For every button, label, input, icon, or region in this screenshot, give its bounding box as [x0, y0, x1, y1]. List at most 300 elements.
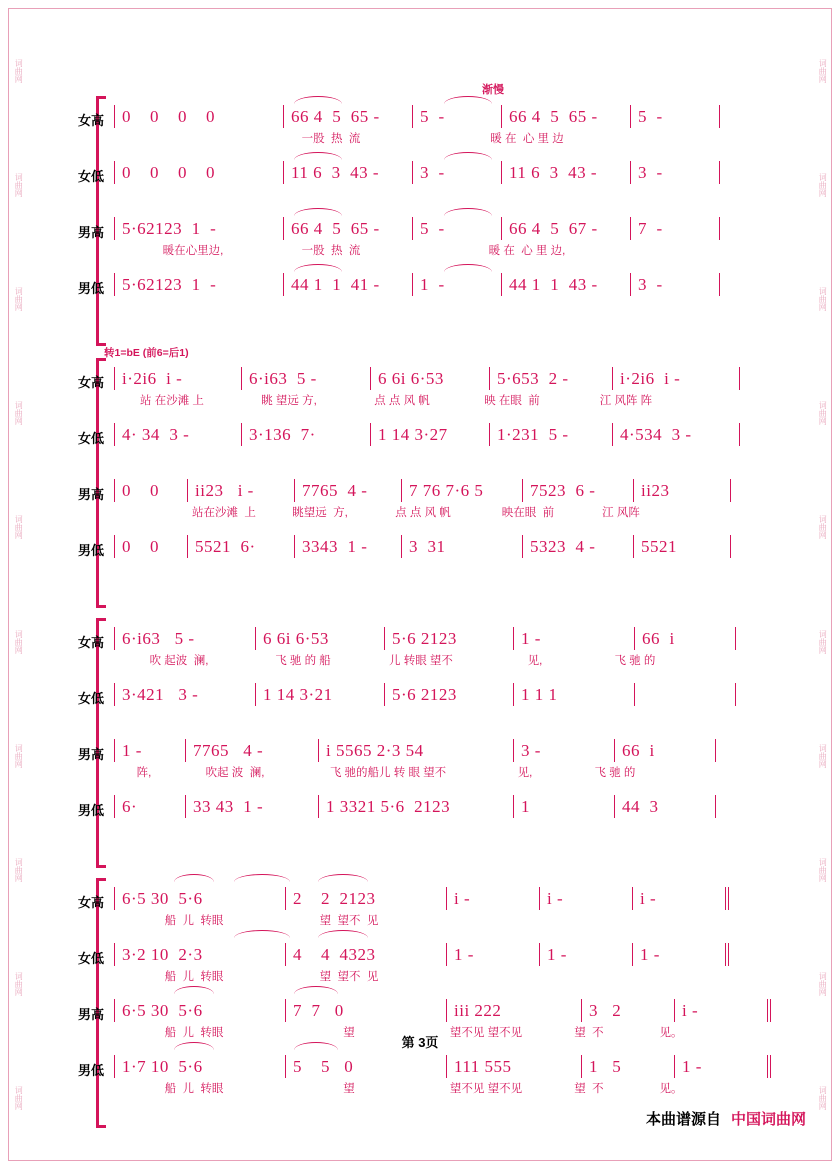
part-label-tenor: 男高 [77, 487, 104, 502]
measure [514, 795, 615, 818]
measure [286, 943, 447, 966]
note-row [114, 618, 774, 650]
watermark-text: 词曲网 [14, 287, 24, 312]
watermark-column-left [10, 14, 26, 1155]
part-label-soprano: 女高 [77, 375, 104, 390]
note-group: 11 6 3 43 - [291, 163, 380, 182]
note-group: i - [547, 889, 564, 908]
measure [582, 999, 675, 1022]
measure [540, 887, 633, 910]
measure [634, 479, 731, 502]
note-group: 1 14 3·27 [378, 425, 448, 444]
measure [490, 367, 613, 390]
lyric: 吹起 波 澜, [205, 767, 265, 779]
measure [413, 105, 502, 128]
watermark-text: 词曲网 [14, 1085, 24, 1110]
measure [490, 423, 613, 446]
staff-alto [74, 414, 774, 470]
measure [413, 217, 502, 240]
note-group: 44 3 [622, 797, 659, 816]
note-group: 1 - [454, 945, 474, 964]
note-group: 5·6 2123 [392, 629, 457, 648]
measure [631, 161, 720, 184]
lyric-row [114, 128, 774, 148]
staff-alto [74, 934, 774, 990]
lyric: 暖 在 心 里 边 [490, 133, 564, 145]
measure [114, 683, 256, 706]
staff-body [114, 526, 774, 582]
note-group: 1 - [547, 945, 567, 964]
note-group: 66 4 5 65 - [291, 107, 380, 126]
note-group: 3 31 [409, 537, 446, 556]
lyric [506, 968, 588, 986]
lyric: 点 点 风 帆 [395, 507, 451, 519]
measure [447, 887, 540, 910]
staff-body [114, 470, 774, 526]
note-row [114, 990, 774, 1022]
note-group: 11 6 3 43 - [509, 163, 598, 182]
staff-body [114, 674, 774, 730]
note-group: ii23 i - [195, 481, 254, 500]
measure [114, 739, 186, 762]
note-group: i·2i6 i - [122, 369, 183, 388]
lyric: 映 在眼 前 [484, 395, 540, 407]
lyric: 见, [517, 767, 533, 779]
measure [284, 161, 413, 184]
lyric [586, 130, 664, 148]
measure [634, 535, 731, 558]
measure [114, 887, 286, 910]
note-group: 5 5 0 [293, 1057, 354, 1076]
staff-body [114, 618, 774, 674]
note-group: 6·i63 5 - [122, 629, 195, 648]
measure [114, 273, 284, 296]
lyric: 站 在沙滩 上 [140, 395, 204, 407]
note-group: 4· 34 3 - [122, 425, 190, 444]
note-row [114, 730, 774, 762]
staff-body [114, 96, 774, 152]
note-group: 6·5 30 5·6 [122, 889, 203, 908]
measure [514, 739, 615, 762]
measure [284, 273, 413, 296]
measure [633, 887, 729, 910]
measure [186, 739, 319, 762]
note-group: 7 - [638, 219, 663, 238]
note-group: 3 - [420, 163, 445, 182]
part-label-bass: 男低 [77, 803, 104, 818]
tempo-marking: 渐慢 [482, 84, 504, 96]
lyric: 映在眼 前 [501, 507, 555, 519]
note-group: 3·2 10 2·3 [122, 945, 203, 964]
watermark-text: 词曲网 [818, 743, 828, 768]
note-group: 44 1 1 43 - [509, 275, 598, 294]
staff-soprano [74, 96, 774, 152]
measure [635, 627, 736, 650]
staff-body [114, 878, 774, 934]
measure [613, 423, 740, 446]
note-group: 3 - [638, 275, 663, 294]
score-system-3 [74, 618, 774, 868]
measure [256, 683, 385, 706]
page-number: 第 3页 [401, 1035, 439, 1050]
note-group: 3 - [521, 741, 541, 760]
staff-soprano [74, 358, 774, 414]
watermark-text: 词曲网 [14, 515, 24, 540]
staff-body [114, 414, 774, 470]
lyric [114, 504, 176, 522]
measure [188, 535, 295, 558]
measure [633, 943, 729, 966]
note-row [114, 526, 774, 558]
note-group: 0 0 [122, 481, 159, 500]
lyric: 望 望不 见 [319, 971, 379, 983]
note-group: 5 - [638, 107, 663, 126]
measure [114, 423, 242, 446]
source-prefix: 本曲谱源自 [645, 1111, 721, 1128]
staff-bass [74, 264, 774, 320]
note-group: 66 i [642, 629, 675, 648]
note-group: 66 4 5 65 - [509, 107, 598, 126]
watermark-text: 词曲网 [14, 401, 24, 426]
note-row [114, 934, 774, 966]
measure [114, 105, 284, 128]
watermark-text: 词曲网 [818, 59, 828, 84]
note-row [114, 878, 774, 910]
watermark-text: 词曲网 [818, 515, 828, 540]
staff-body [114, 786, 774, 842]
lyric-row [114, 296, 774, 316]
lyric: 江 风阵 阵 [599, 395, 653, 407]
lyric [424, 968, 506, 986]
lyric-row [114, 706, 774, 726]
lyric-row [114, 184, 774, 204]
measure [502, 161, 631, 184]
measure [114, 943, 286, 966]
lyric-row [114, 1078, 774, 1098]
note-group: 66 i [622, 741, 655, 760]
lyric: 站在沙滩 上 [192, 507, 256, 519]
note-group: 2 2 2123 [293, 889, 376, 908]
measure [286, 1055, 447, 1078]
lyric: 望 望不 见 [319, 915, 379, 927]
note-group: 5·6 2123 [392, 685, 457, 704]
note-group: 1 14 3·21 [263, 685, 333, 704]
staff-tenor [74, 730, 774, 786]
measure [631, 105, 720, 128]
note-group: 3 - [638, 163, 663, 182]
note-group: 66 4 5 65 - [291, 219, 380, 238]
measure [540, 943, 633, 966]
lyric: 船 儿 转眼 [164, 1027, 224, 1039]
note-group: 33 43 1 - [193, 797, 264, 816]
measure [675, 1055, 771, 1078]
note-group: 6·i63 5 - [249, 369, 317, 388]
lyric-row [114, 558, 774, 578]
measure [447, 1055, 582, 1078]
watermark-text: 词曲网 [14, 857, 24, 882]
part-label-soprano: 女高 [77, 635, 104, 650]
measure [615, 795, 716, 818]
part-label-tenor: 男高 [77, 747, 104, 762]
note-group: 3·421 3 - [122, 685, 199, 704]
lyric [586, 242, 664, 260]
measure [613, 367, 740, 390]
lyric-row [114, 390, 774, 410]
note-group: 44 1 1 41 - [291, 275, 380, 294]
measure [295, 479, 402, 502]
part-label-bass: 男低 [77, 1063, 104, 1078]
note-group: 0 0 0 0 [122, 163, 215, 182]
note-group: 0 0 0 0 [122, 107, 215, 126]
note-group: 0 0 [122, 537, 159, 556]
staff-bass [74, 786, 774, 842]
note-group: 1 1 1 [521, 685, 558, 704]
part-label-soprano: 女高 [77, 895, 104, 910]
note-group: i 5565 2·3 54 [326, 741, 424, 760]
measure [675, 999, 771, 1022]
part-label-alto: 女低 [77, 951, 104, 966]
music-score [74, 84, 774, 1138]
measure [631, 273, 720, 296]
note-group: 6· [122, 797, 138, 816]
note-group: i·2i6 i - [620, 369, 681, 388]
note-group: 5521 6· [195, 537, 256, 556]
measure [284, 217, 413, 240]
note-group: 5·653 2 - [497, 369, 569, 388]
lyric: 暖 在 心 里 边, [488, 245, 566, 257]
lyric [424, 912, 506, 930]
note-group: 6·5 30 5·6 [122, 1001, 203, 1020]
source-brand: 中国词曲网 [730, 1111, 806, 1128]
measure [631, 217, 720, 240]
measure [502, 105, 631, 128]
watermark-text: 词曲网 [818, 173, 828, 198]
measure [514, 683, 635, 706]
note-group: 1 - [420, 275, 445, 294]
lyric: 吹 起波 澜, [149, 655, 209, 667]
note-row [114, 674, 774, 706]
lyric: 飞 驰的船儿 转 眼 望不 [329, 767, 447, 779]
part-label-alto: 女低 [77, 691, 104, 706]
measure [286, 887, 447, 910]
note-group: 1·7 10 5·6 [122, 1057, 203, 1076]
staff-tenor [74, 208, 774, 264]
lyric: 见。 [659, 1027, 683, 1039]
lyric-row [114, 240, 774, 260]
watermark-text: 词曲网 [818, 629, 828, 654]
lyric: 船 儿 转眼 [164, 915, 224, 927]
lyric [588, 968, 670, 986]
note-group: 3 2 [589, 1001, 622, 1020]
note-group: 3·136 7· [249, 425, 316, 444]
staff-body [114, 358, 774, 414]
note-group: i - [682, 1001, 699, 1020]
measure [295, 535, 402, 558]
note-group: 1 5 [589, 1057, 622, 1076]
measure [514, 627, 635, 650]
part-label-bass: 男低 [77, 543, 104, 558]
part-label-alto: 女低 [77, 431, 104, 446]
measure [242, 423, 371, 446]
note-group: i - [454, 889, 471, 908]
part-label-soprano: 女高 [77, 113, 104, 128]
measure [413, 273, 502, 296]
measure [186, 795, 319, 818]
staff-body [114, 152, 774, 208]
lyric: 望不见 望不见 [449, 1083, 523, 1095]
lyric [506, 912, 588, 930]
note-group: 7765 4 - [302, 481, 368, 500]
lyric: 见, [527, 655, 543, 667]
lyric-row [114, 818, 774, 838]
note-group: 111 555 [454, 1057, 512, 1076]
slur [174, 874, 214, 882]
note-row [114, 358, 774, 390]
staff-alto [74, 674, 774, 730]
measure [615, 739, 716, 762]
lyric: 飞 驰 的 [594, 767, 636, 779]
measure [371, 423, 490, 446]
note-group: 5 - [420, 107, 445, 126]
measure [385, 683, 514, 706]
note-group: 1 - [682, 1057, 702, 1076]
note-group: 5323 4 - [530, 537, 596, 556]
lyric: 船 儿 转眼 [164, 971, 224, 983]
slur [234, 874, 290, 882]
lyric-row [114, 762, 774, 782]
lyric: 眺 望远 方, [261, 395, 317, 407]
watermark-text: 词曲网 [818, 857, 828, 882]
lyric: 江 风阵 [602, 507, 640, 519]
watermark-text: 词曲网 [818, 971, 828, 996]
measure [402, 479, 523, 502]
staff-soprano [74, 878, 774, 934]
note-group: 7 7 0 [293, 1001, 344, 1020]
watermark-text: 词曲网 [14, 743, 24, 768]
note-group: 7765 4 - [193, 741, 264, 760]
staff-bass [74, 526, 774, 582]
note-group: 1 3321 5·6 2123 [326, 797, 451, 816]
lyric-row [114, 446, 774, 466]
watermark-text: 词曲网 [14, 971, 24, 996]
lyric: 阵, [136, 767, 152, 779]
lyric-row [114, 502, 774, 522]
measure [114, 367, 242, 390]
measure [256, 627, 385, 650]
part-label-alto: 女低 [77, 169, 104, 184]
note-row [114, 414, 774, 446]
note-group: 5·62123 1 - [122, 219, 217, 238]
measure [188, 479, 295, 502]
watermark-text: 词曲网 [818, 1085, 828, 1110]
note-group: 7 76 7·6 5 [409, 481, 484, 500]
score-system-1 [74, 84, 774, 346]
staff-alto [74, 152, 774, 208]
measure [114, 161, 284, 184]
score-system-4 [74, 878, 774, 1128]
note-group: 3343 1 - [302, 537, 368, 556]
watermark-column-right [814, 14, 830, 1155]
measure [114, 535, 188, 558]
lyric-row [114, 910, 774, 930]
source-credit [646, 1108, 806, 1129]
lyric: 点 点 风 帆 [374, 395, 430, 407]
lyric: 眺望远 方, [292, 507, 348, 519]
staff-body [114, 264, 774, 320]
lyric: 见。 [659, 1083, 683, 1095]
lyric: 儿 转眼 望不 [389, 655, 453, 667]
lyric: 望 [343, 1027, 355, 1039]
measure [447, 999, 582, 1022]
lyric: 飞 驰 的 船 [275, 655, 331, 667]
lyric: 望 不 [574, 1083, 604, 1095]
key-change-marking: 转1=bE (前6=后1) [104, 347, 189, 359]
lyric: 一股 热 流 [301, 133, 361, 145]
note-group: 1 [521, 797, 530, 816]
note-group: 66 4 5 67 - [509, 219, 598, 238]
measure [286, 999, 447, 1022]
measure [284, 105, 413, 128]
note-group: i - [640, 889, 657, 908]
lyric-row [114, 650, 774, 670]
watermark-text: 词曲网 [14, 59, 24, 84]
measure [523, 479, 634, 502]
measure [413, 161, 502, 184]
part-label-tenor: 男高 [77, 1007, 104, 1022]
note-group: ii23 [641, 481, 670, 500]
measure [114, 795, 186, 818]
lyric: 望 [343, 1083, 355, 1095]
part-label-tenor: 男高 [77, 225, 104, 240]
note-group: 1·231 5 - [497, 425, 569, 444]
measure [402, 535, 523, 558]
measure [635, 683, 736, 706]
note-group: iii 222 [454, 1001, 502, 1020]
measure [114, 479, 188, 502]
note-group: 4 4 4323 [293, 945, 376, 964]
note-group: 1 - [521, 629, 541, 648]
lyric [390, 130, 468, 148]
measure [114, 999, 286, 1022]
measure [385, 627, 514, 650]
note-group: 6 6i 6·53 [263, 629, 329, 648]
staff-body [114, 1046, 774, 1102]
measure [242, 367, 371, 390]
staff-body [114, 208, 774, 264]
slur [318, 874, 368, 882]
staff-body [114, 730, 774, 786]
staff-tenor [74, 470, 774, 526]
watermark-text: 词曲网 [818, 287, 828, 312]
note-group: 7523 6 - [530, 481, 596, 500]
measure [319, 795, 514, 818]
lyric: 望不见 望不见 [449, 1027, 523, 1039]
measure [114, 217, 284, 240]
watermark-text: 词曲网 [14, 173, 24, 198]
note-row [114, 786, 774, 818]
measure [319, 739, 514, 762]
watermark-text: 词曲网 [14, 629, 24, 654]
measure [502, 273, 631, 296]
note-group: 1 - [640, 945, 660, 964]
measure [371, 367, 490, 390]
measure [114, 1055, 286, 1078]
measure [114, 627, 256, 650]
note-group: 5·62123 1 - [122, 275, 217, 294]
note-group: 5 - [420, 219, 445, 238]
note-group: 5521 [641, 537, 677, 556]
staff-bass [74, 1046, 774, 1102]
